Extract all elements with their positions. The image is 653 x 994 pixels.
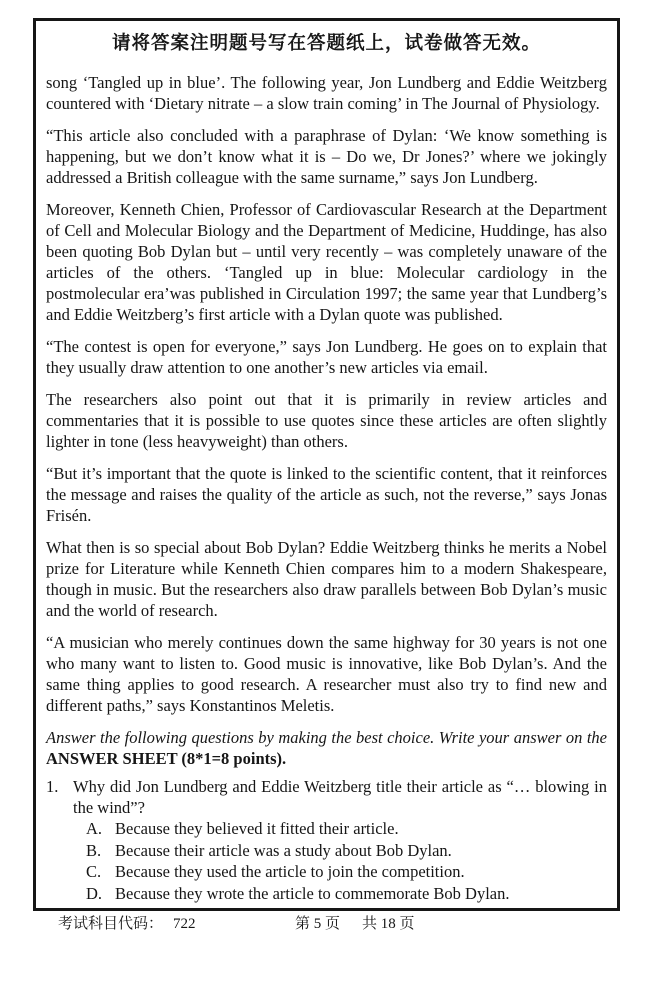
paragraph-3: Moreover, Kenneth Chien, Professor of Cardiovascular Research at the Department of Cell and Molecular Biology and the Department of Medicine, Huddinge, has also been quoting Bob Dylan but – until very recently – was completely unaware of the articles of the others. ‘Tangled up in blue: Molecular cardiology in the postmolecular era’was published in Circulation 1997; the same year that Lundberg’s and Eddie Weitzberg’s first article with a Dylan quote was published. — [46, 200, 607, 324]
option-b-text: Because their article was a study about Bob Dylan. — [115, 840, 452, 860]
subject-code-value: 722 — [173, 916, 196, 932]
exam-paper-sheet — [33, 18, 620, 911]
paragraph-5: The researchers also point out that it is primarily in review articles and commentaries that it is possible to use quotes since these articles are often slightly lighter in tone (less heavyweight) than others. — [46, 390, 607, 451]
instructions-bold-line: ANSWER SHEET (8*1=8 points). — [46, 749, 287, 768]
paragraph-1: song ‘Tangled up in blue’. The following year, Jon Lundberg and Eddie Weitzberg countered with ‘Dietary nitrate – a slow train coming’ in The Journal of Physiology. — [46, 73, 607, 113]
paragraph-2: “This article also concluded with a paraphrase of Dylan: ‘We know something is happening, but we don’t know what it is – Do we, Dr Jones?’ where we jokingly addressed a British colleague with the same surname,” says Jon Lundberg. — [46, 126, 607, 187]
option-d — [86, 883, 607, 905]
question-1-text: Why did Jon Lundberg and Eddie Weitzberg title their article as “… blowing in the wind”? — [73, 777, 607, 817]
question-1-number: 1. — [46, 777, 59, 796]
question-1-options — [86, 818, 607, 904]
subject-code-label: 考试科目代码： — [58, 916, 164, 932]
option-d-text: Because they wrote the article to commemorate Bob Dylan. — [115, 883, 510, 903]
option-a — [86, 818, 607, 840]
question-instructions — [46, 727, 607, 769]
paragraph-6: “But it’s important that the quote is linked to the scientific content, that it reinforces the message and raises the quality of the article as such, not the reverse,” says Jonas Frisén. — [46, 464, 607, 525]
option-c-text: Because they used the article to join the competition. — [115, 862, 465, 881]
option-c-label: C. — [86, 862, 102, 881]
question-1-body — [73, 776, 607, 904]
footer-page-info — [295, 913, 415, 935]
paragraph-4: “The contest is open for everyone,” says Jon Lundberg. He goes on to explain that they usually draw attention to one another’s new articles via email. — [46, 337, 607, 377]
page-total: 共 18 页 — [362, 916, 415, 932]
option-b-label: B. — [86, 840, 102, 860]
instructions-italic-line: Answer the following questions by making the best choice. Write your answer on the — [46, 728, 607, 747]
footer-subject-code — [58, 913, 196, 935]
answer-sheet-notice: 请将答案注明题号写在答题纸上，试卷做答无效。 — [111, 34, 541, 54]
paragraph-7: What then is so special about Bob Dylan? Eddie Weitzberg thinks he merits a Nobel prize for Literature while Kenneth Chien compares him to a modern Shakespeare, though in music. But the researchers also draw parallels between Bob Dylan’s music and the world of research. — [46, 538, 607, 620]
paragraph-8: “A musician who merely continues down the same highway for 30 years is not one who many want to listen to. Good music is innovative, like Bob Dylan’s. And the same thing applies to good research. A researcher must also try to find new and different paths,” says Konstantinos Meletis. — [46, 633, 607, 715]
option-b — [86, 840, 607, 862]
question-1 — [46, 776, 607, 904]
option-a-text: Because they believed it fitted their article. — [115, 819, 399, 838]
option-c — [86, 861, 607, 883]
page-number: 第 5 页 — [295, 916, 341, 932]
option-d-label: D. — [86, 883, 103, 903]
option-a-label: A. — [86, 819, 103, 838]
